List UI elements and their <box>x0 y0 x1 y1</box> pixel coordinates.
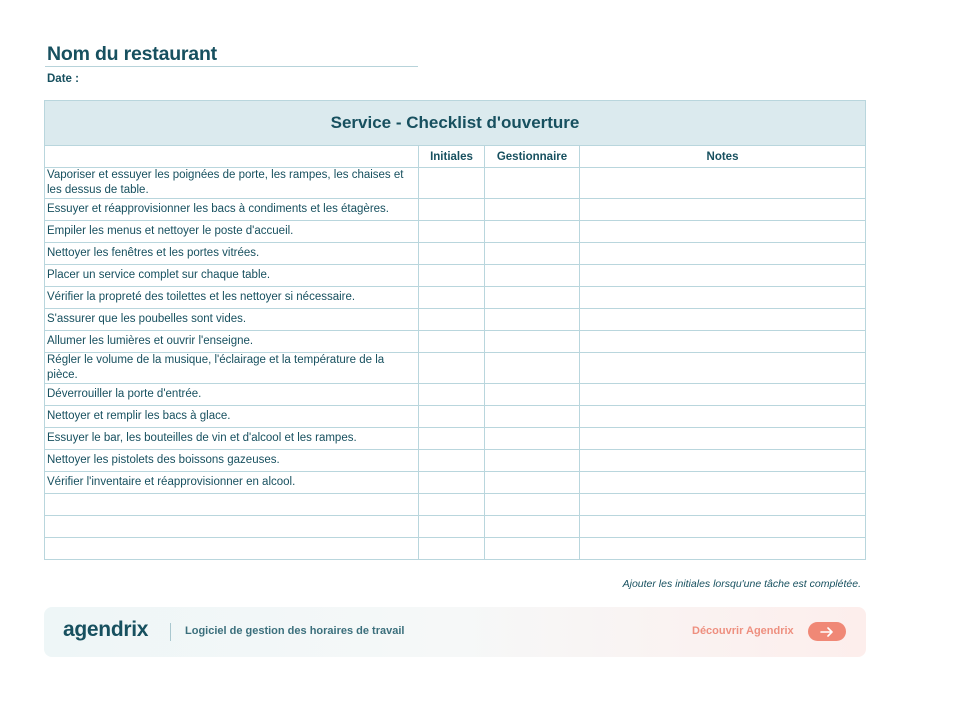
cta-link[interactable]: Découvrir Agendrix <box>692 625 794 637</box>
table-row <box>45 494 866 516</box>
arrow-right-icon <box>820 627 834 637</box>
initiales-cell[interactable] <box>419 538 485 560</box>
table-row <box>45 516 866 538</box>
banner-tagline: Logiciel de gestion des horaires de travail <box>185 625 405 637</box>
gestionnaire-cell[interactable] <box>485 494 580 516</box>
notes-cell[interactable] <box>580 168 866 199</box>
initiales-cell[interactable] <box>419 406 485 428</box>
task-cell <box>45 494 419 516</box>
initiales-cell[interactable] <box>419 287 485 309</box>
notes-cell[interactable] <box>580 538 866 560</box>
notes-cell[interactable] <box>580 472 866 494</box>
gestionnaire-cell[interactable] <box>485 472 580 494</box>
initiales-cell[interactable] <box>419 243 485 265</box>
gestionnaire-cell[interactable] <box>485 538 580 560</box>
initiales-cell[interactable] <box>419 199 485 221</box>
banner-divider <box>170 623 171 641</box>
table-row <box>45 428 866 450</box>
task-cell: Vaporiser et essuyer les poignées de porte, les rampes, les chaises et les dessus de table. <box>45 168 419 199</box>
gestionnaire-cell[interactable] <box>485 428 580 450</box>
task-cell: Nettoyer les fenêtres et les portes vitrées. <box>45 243 419 265</box>
title-underline <box>45 66 418 67</box>
task-cell: Essuyer et réapprovisionner les bacs à condiments et les étagères. <box>45 199 419 221</box>
gestionnaire-cell[interactable] <box>485 265 580 287</box>
date-label: Date : <box>47 73 79 85</box>
notes-cell[interactable] <box>580 287 866 309</box>
task-cell: Empiler les menus et nettoyer le poste d'accueil. <box>45 221 419 243</box>
task-cell: Nettoyer et remplir les bacs à glace. <box>45 406 419 428</box>
notes-cell[interactable] <box>580 265 866 287</box>
table-row <box>45 384 866 406</box>
cta-arrow-button[interactable] <box>808 622 846 641</box>
checklist-table <box>44 100 866 560</box>
notes-cell[interactable] <box>580 309 866 331</box>
gestionnaire-cell[interactable] <box>485 450 580 472</box>
table-row <box>45 331 866 353</box>
gestionnaire-cell[interactable] <box>485 353 580 384</box>
task-cell: Placer un service complet sur chaque table. <box>45 265 419 287</box>
gestionnaire-cell[interactable] <box>485 309 580 331</box>
initiales-cell[interactable] <box>419 516 485 538</box>
task-cell: S'assurer que les poubelles sont vides. <box>45 309 419 331</box>
gestionnaire-cell[interactable] <box>485 221 580 243</box>
initiales-cell[interactable] <box>419 494 485 516</box>
initiales-cell[interactable] <box>419 265 485 287</box>
notes-cell[interactable] <box>580 406 866 428</box>
footnote: Ajouter les initiales lorsqu'une tâche est complétée. <box>622 578 861 590</box>
notes-cell[interactable] <box>580 353 866 384</box>
notes-cell[interactable] <box>580 331 866 353</box>
initiales-cell[interactable] <box>419 168 485 199</box>
gestionnaire-cell[interactable] <box>485 516 580 538</box>
brand-logo[interactable]: agendrix <box>63 618 149 641</box>
column-header-notes: Notes <box>580 146 866 168</box>
task-cell: Régler le volume de la musique, l'éclairage et la température de la pièce. <box>45 353 419 384</box>
initiales-cell[interactable] <box>419 221 485 243</box>
table-row <box>45 450 866 472</box>
column-header-task <box>45 146 419 168</box>
notes-cell[interactable] <box>580 221 866 243</box>
table-row <box>45 406 866 428</box>
gestionnaire-cell[interactable] <box>485 243 580 265</box>
gestionnaire-cell[interactable] <box>485 384 580 406</box>
notes-cell[interactable] <box>580 199 866 221</box>
notes-cell[interactable] <box>580 243 866 265</box>
checklist-title: Service - Checklist d'ouverture <box>45 101 866 146</box>
column-header-row <box>45 146 866 168</box>
table-row <box>45 538 866 560</box>
initiales-cell[interactable] <box>419 472 485 494</box>
notes-cell[interactable] <box>580 384 866 406</box>
initiales-cell[interactable] <box>419 428 485 450</box>
task-cell: Nettoyer les pistolets des boissons gazeuses. <box>45 450 419 472</box>
table-row <box>45 287 866 309</box>
gestionnaire-cell[interactable] <box>485 287 580 309</box>
task-cell <box>45 516 419 538</box>
gestionnaire-cell[interactable] <box>485 168 580 199</box>
table-row <box>45 243 866 265</box>
notes-cell[interactable] <box>580 516 866 538</box>
initiales-cell[interactable] <box>419 309 485 331</box>
table-row <box>45 168 866 199</box>
initiales-cell[interactable] <box>419 353 485 384</box>
gestionnaire-cell[interactable] <box>485 199 580 221</box>
table-row <box>45 265 866 287</box>
task-cell <box>45 538 419 560</box>
notes-cell[interactable] <box>580 450 866 472</box>
table-row <box>45 221 866 243</box>
table-row <box>45 472 866 494</box>
column-header-gestionnaire: Gestionnaire <box>485 146 580 168</box>
task-cell: Allumer les lumières et ouvrir l'enseigne. <box>45 331 419 353</box>
gestionnaire-cell[interactable] <box>485 406 580 428</box>
table-row <box>45 199 866 221</box>
task-list <box>45 168 866 560</box>
initiales-cell[interactable] <box>419 384 485 406</box>
task-cell: Essuyer le bar, les bouteilles de vin et d'alcool et les rampes. <box>45 428 419 450</box>
gestionnaire-cell[interactable] <box>485 331 580 353</box>
notes-cell[interactable] <box>580 494 866 516</box>
column-header-initiales: Initiales <box>419 146 485 168</box>
task-cell: Déverrouiller la porte d'entrée. <box>45 384 419 406</box>
restaurant-name: Nom du restaurant <box>47 43 217 65</box>
initiales-cell[interactable] <box>419 331 485 353</box>
notes-cell[interactable] <box>580 428 866 450</box>
task-cell: Vérifier la propreté des toilettes et les nettoyer si nécessaire. <box>45 287 419 309</box>
promo-banner[interactable] <box>44 607 866 657</box>
task-cell: Vérifier l'inventaire et réapprovisionner en alcool. <box>45 472 419 494</box>
table-row <box>45 353 866 384</box>
initiales-cell[interactable] <box>419 450 485 472</box>
table-row <box>45 309 866 331</box>
